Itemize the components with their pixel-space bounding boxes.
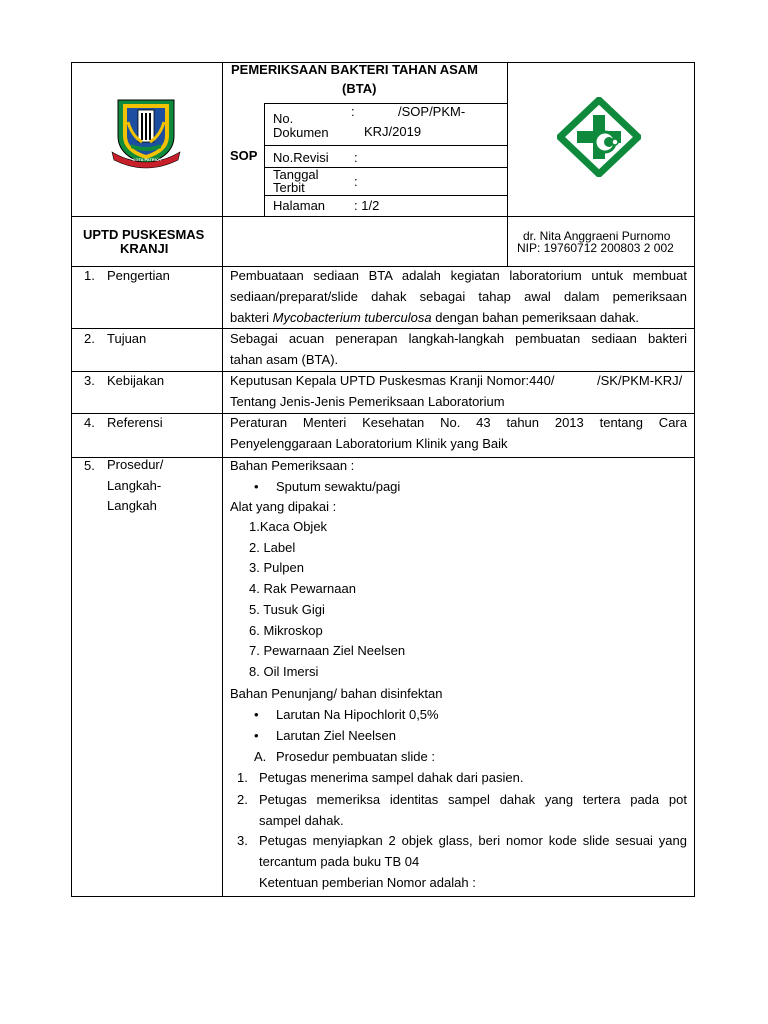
list-item: 7. Pewarnaan Ziel Neelsen: [249, 643, 406, 659]
section-content-tujuan: Sebagai acuan penerapan langkah-langkah pembuatan sediaan bakteri tahan asam (BTA).: [230, 331, 687, 367]
list-item: Sputum sewaktu/pagi: [276, 479, 401, 494]
signer-nip: NIP: 19760712 200803 2 002: [517, 241, 674, 255]
list-item: •: [254, 707, 259, 722]
list-item: 6. Mikroskop: [249, 622, 323, 638]
organization-name-line1: UPTD PUSKESMAS: [83, 227, 205, 242]
document-title-line1: PEMERIKSAAN BAKTERI TAHAN ASAM: [231, 62, 478, 77]
halaman-value: : 1/2: [354, 198, 380, 213]
organization-name-line2: KRANJI: [120, 241, 169, 256]
halaman-label: Halaman: [273, 198, 326, 213]
section-number-pengertian: 1.: [84, 268, 95, 283]
no-dokumen-label: No. Dokumen: [273, 111, 329, 140]
list-item: 2. Label: [249, 539, 296, 555]
section-number-prosedur: 5.: [84, 458, 95, 473]
step-text: Petugas menyiapkan 2 objek glass, beri nomor kode slide sesuai yang tercantum pada buku TB 04 Ketentuan pemberian Nomor adalah :: [259, 833, 687, 890]
sub-a-marker: A.: [254, 749, 267, 764]
step-text: Petugas menerima sampel dahak dari pasien.: [259, 770, 524, 785]
list-item: 3. Pulpen: [249, 560, 304, 576]
puskesmas-logo: [557, 97, 641, 177]
no-dokumen-value-line2: KRJ/2019: [364, 124, 422, 139]
list-item: 1.Kaca Objek: [249, 519, 328, 534]
section-number-tujuan: 2.: [84, 331, 95, 346]
kebijakan-line1-a: Keputusan Kepala UPTD Puskesmas Kranji Nomor:440/: [230, 373, 555, 388]
list-item: 8. Oil Imersi: [249, 663, 319, 679]
list-item: Larutan Ziel Neelsen: [276, 728, 396, 743]
section-number-referensi: 4.: [84, 415, 95, 430]
no-revisi-value: :: [354, 150, 358, 165]
kebijakan-line1-b: /SK/PKM-KRJ/: [597, 373, 683, 388]
list-item: 4. Rak Pewarnaan: [249, 581, 356, 597]
step-number: 1.: [237, 770, 248, 785]
tanggal-terbit-value: :: [354, 174, 358, 189]
logo-motto-text: KOTA PATRIOT: [132, 157, 162, 162]
step-number: 2.: [237, 792, 248, 807]
no-revisi-label: No.Revisi: [273, 150, 329, 165]
section-content-pengertian: Pembuataan sediaan BTA adalah kegiatan laboratorium untuk membuat sediaan/preparat/slide dahak sebagai tahap awal dalam pemeriksaan bakteri Mycobacterium tuberculosa dengan bahan pemeriksaan dahak.: [230, 268, 687, 325]
section-content-referensi: Peraturan Menteri Kesehatan No. 43 tahun 2013 tentang Cara Penyelenggaraan Laboratorium Klinik yang Baik: [230, 415, 687, 451]
section-label-pengertian: Pengertian: [107, 268, 170, 283]
no-dokumen-colon: :: [351, 104, 355, 119]
city-crest-logo: [108, 96, 184, 172]
list-item: •: [254, 479, 259, 494]
sub-a-title: Prosedur pembuatan slide :: [276, 749, 435, 764]
alat-title: Alat yang dipakai :: [230, 499, 337, 514]
section-label-referensi: Referensi: [107, 415, 163, 430]
signer-name: dr. Nita Anggraeni Purnomo: [523, 229, 671, 243]
section-number-kebijakan: 3.: [84, 373, 95, 388]
step-text: Petugas memeriksa identitas sampel dahak yang tertera pada pot sampel dahak.: [259, 792, 687, 828]
tanggal-terbit-label: Tanggal Terbit: [273, 167, 319, 195]
section-label-tujuan: Tujuan: [107, 331, 147, 346]
no-dokumen-value-line1: /SOP/PKM-: [398, 104, 466, 119]
sop-label: SOP: [230, 148, 258, 163]
list-item: •: [254, 728, 259, 743]
list-item: 5. Tusuk Gigi: [249, 601, 325, 617]
penunjang-title: Bahan Penunjang/ bahan disinfektan: [230, 686, 443, 701]
kebijakan-line2: Tentang Jenis-Jenis Pemeriksaan Laboratorium: [230, 394, 505, 409]
list-item: Larutan Na Hipochlorit 0,5%: [276, 707, 439, 722]
section-label-prosedur: Prosedur/ Langkah- Langkah: [107, 457, 164, 514]
bahan-pemeriksaan-title: Bahan Pemeriksaan :: [230, 458, 355, 473]
document-title-line2: (BTA): [342, 81, 377, 96]
step-number: 3.: [237, 833, 248, 848]
section-label-kebijakan: Kebijakan: [107, 373, 165, 388]
alat-list: [249, 517, 405, 683]
